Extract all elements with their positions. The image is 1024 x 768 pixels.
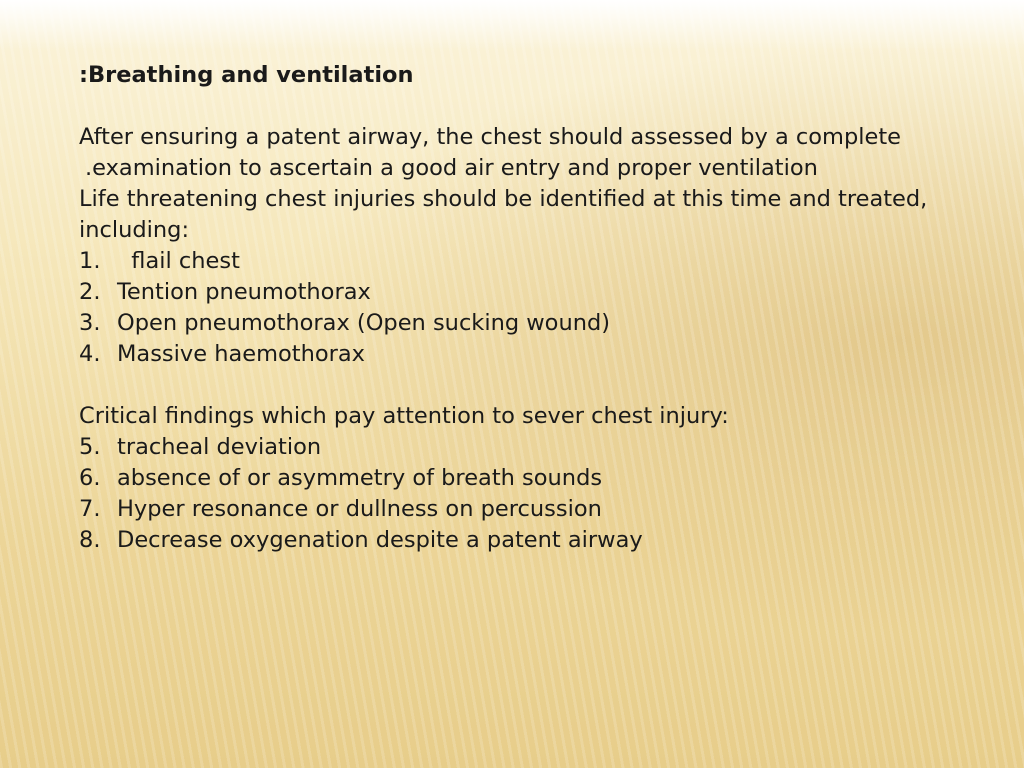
list-item-number: 3. [79,310,101,336]
slide-title: :Breathing and ventilation [79,62,414,88]
list-item-number: 8. [79,527,101,553]
list-item [79,308,979,339]
list-item [79,463,979,494]
slide-content [79,60,979,556]
list-item-text: Tention pneumothorax [117,279,371,305]
list-item-text: Massive haemothorax [117,341,365,367]
list-item [79,432,979,463]
list-item [79,494,979,525]
critical-findings-intro: Critical findings which pay attention to sever chest injury: [79,403,729,429]
list-item [79,277,979,308]
list-item-text: Open pneumothorax (Open sucking wound) [117,310,611,336]
spacer [79,370,979,401]
injuries-intro: Life threatening chest injuries should be identified at this time and treated, including: [79,186,928,243]
list-item-text: tracheal deviation [117,434,322,460]
critical-findings-list [79,432,979,556]
list-item [79,339,979,370]
list-item-text: Decrease oxygenation despite a patent airway [117,527,643,553]
list-item-text: absence of or asymmetry of breath sounds [117,465,603,491]
intro-line-2: .examination to ascertain a good air entry and proper ventilation [85,155,818,181]
list-item-text: Hyper resonance or dullness on percussion [117,496,602,522]
list-item [79,525,979,556]
list-item-number: 5. [79,434,101,460]
list-item-number: 1. [79,248,101,274]
list-item-number: 2. [79,279,101,305]
list-item [79,246,979,277]
life-threatening-injuries-list [79,246,979,370]
intro-line-1: After ensuring a patent airway, the chest should assessed by a complete [79,124,901,150]
list-item-number: 6. [79,465,101,491]
list-item-number: 4. [79,341,101,367]
list-item-number: 7. [79,496,101,522]
list-item-text: flail chest [117,248,240,274]
